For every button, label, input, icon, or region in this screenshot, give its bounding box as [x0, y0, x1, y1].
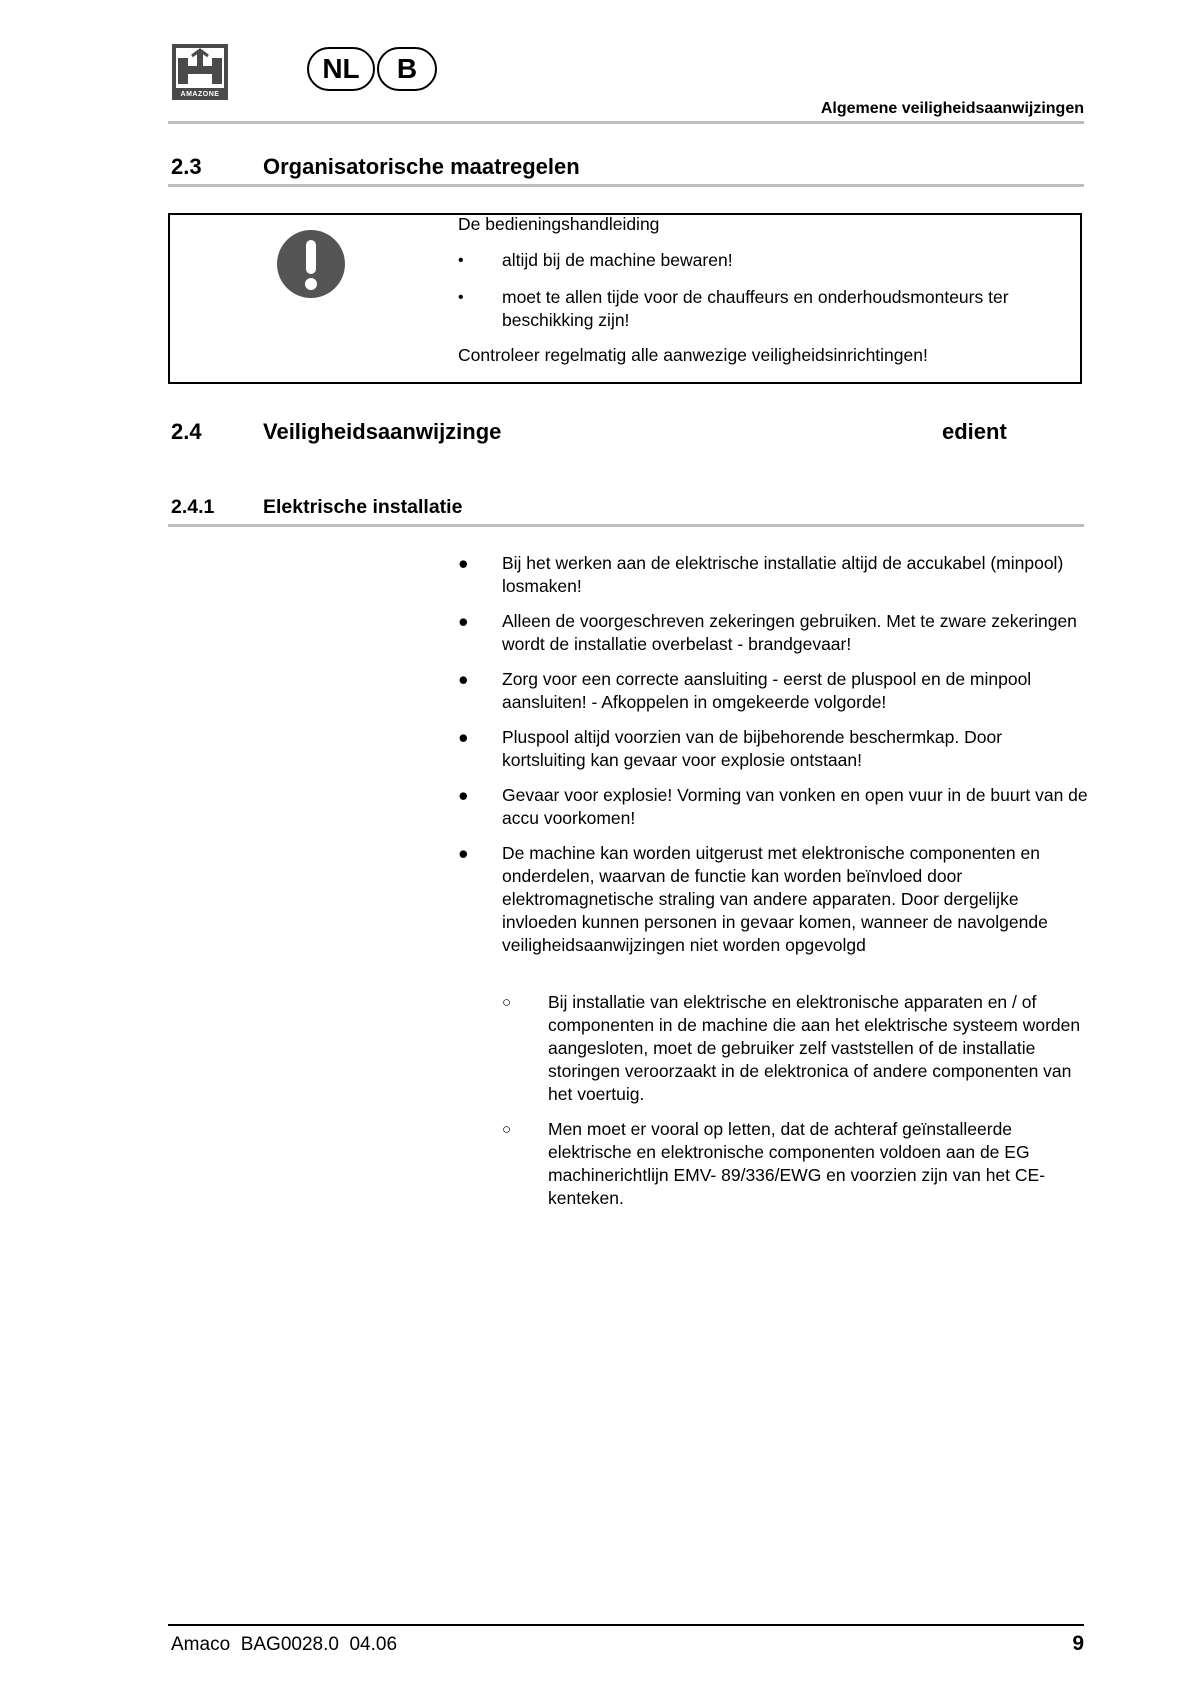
section-title-fragment: edient — [942, 419, 1007, 444]
section-divider — [168, 524, 1084, 527]
page-number: 9 — [1072, 1632, 1084, 1655]
section-number: 2.4 — [171, 419, 202, 444]
exclamation-circle-icon — [277, 230, 345, 298]
footer-divider — [168, 1624, 1084, 1626]
section-number: 2.4.1 — [171, 496, 215, 518]
language-badge-b: B — [377, 47, 437, 91]
running-head: Algemene veiligheidsaanwijzingen — [820, 100, 1084, 117]
section-number: 2.3 — [171, 154, 202, 179]
section-divider — [168, 184, 1084, 187]
header-divider — [168, 121, 1084, 124]
notice-intro: De bedieningshandleiding — [458, 214, 660, 234]
language-badge-nl: NL — [307, 47, 375, 91]
amazone-logo — [172, 44, 228, 100]
section-title: Organisatorische maatregelen — [263, 154, 580, 179]
section-title: Veiligheidsaanwijzinge — [263, 419, 502, 444]
section-title: Elektrische installatie — [263, 496, 463, 518]
logo-text: AMAZONE — [180, 91, 220, 98]
footer-doc-id: Amaco BAG0028.0 04.06 — [171, 1634, 398, 1655]
notice-closing: Controleer regelmatig alle aanwezige veiligheidsinrichtingen! — [458, 345, 928, 365]
